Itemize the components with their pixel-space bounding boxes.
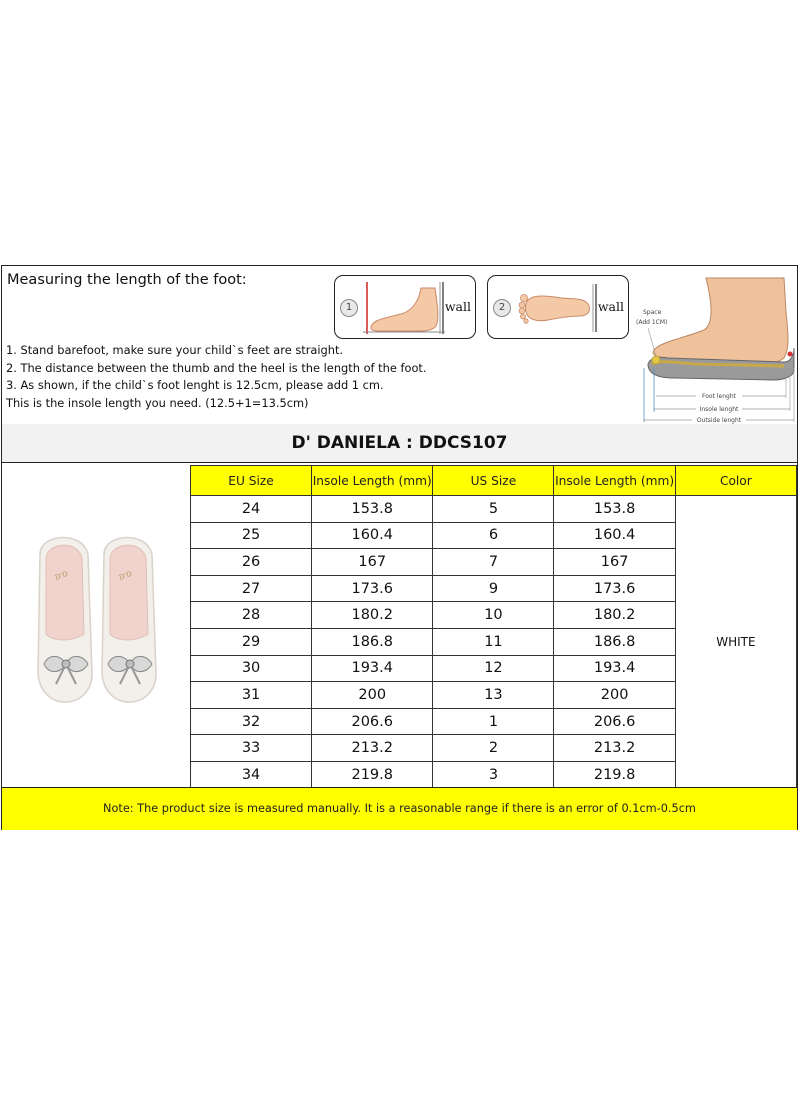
header-us-size: US Size bbox=[433, 466, 554, 496]
step-3: 3. As shown, if the child`s foot lenght is 12.5cm, please add 1 cm. bbox=[6, 378, 384, 393]
svg-text:D'D: D'D bbox=[53, 569, 70, 582]
size-chart-sheet bbox=[1, 265, 798, 830]
eu-size-cell: 26 bbox=[191, 549, 312, 576]
foot-top-icon bbox=[514, 280, 598, 336]
us-size-cell: 10 bbox=[433, 602, 554, 629]
color-cell: WHITE bbox=[675, 496, 796, 789]
us-size-cell: 11 bbox=[433, 628, 554, 655]
us-size-cell: 13 bbox=[433, 682, 554, 709]
insole-us-cell: 206.6 bbox=[554, 708, 675, 735]
eu-size-cell: 33 bbox=[191, 735, 312, 762]
eu-size-cell: 31 bbox=[191, 682, 312, 709]
insole-us-cell: 213.2 bbox=[554, 735, 675, 762]
table-row bbox=[191, 496, 797, 523]
size-table bbox=[190, 465, 797, 789]
foot-side-icon bbox=[361, 280, 445, 336]
eu-size-cell: 30 bbox=[191, 655, 312, 682]
insole-length-label: Insole lenght bbox=[699, 406, 739, 413]
us-size-cell: 9 bbox=[433, 575, 554, 602]
outside-length-label: Outside lenght bbox=[696, 417, 742, 424]
eu-size-cell: 34 bbox=[191, 761, 312, 788]
us-size-cell: 1 bbox=[433, 708, 554, 735]
table-header-row bbox=[191, 466, 797, 496]
insole-us-cell: 167 bbox=[554, 549, 675, 576]
foot-figure-side bbox=[334, 275, 476, 339]
insole-eu-cell: 160.4 bbox=[312, 522, 433, 549]
us-size-cell: 5 bbox=[433, 496, 554, 523]
foot-figure-top bbox=[487, 275, 629, 339]
space-label: Space bbox=[643, 309, 662, 316]
insole-eu-cell: 180.2 bbox=[312, 602, 433, 629]
measuring-steps bbox=[6, 342, 427, 412]
eu-size-cell: 24 bbox=[191, 496, 312, 523]
product-title: D' DANIELA : DDCS107 bbox=[291, 433, 508, 453]
insole-eu-cell: 173.6 bbox=[312, 575, 433, 602]
insole-us-cell: 153.8 bbox=[554, 496, 675, 523]
measurement-note: Note: The product size is measured manually. It is a reasonable range if there is an error of 0.1cm-0.5cm bbox=[2, 787, 797, 830]
insole-eu-cell: 200 bbox=[312, 682, 433, 709]
insole-us-cell: 186.8 bbox=[554, 628, 675, 655]
figure-number-1: 1 bbox=[340, 299, 358, 317]
figure-number-2: 2 bbox=[493, 299, 511, 317]
insole-us-cell: 193.4 bbox=[554, 655, 675, 682]
header-insole-length-eu: Insole Length (mm) bbox=[312, 466, 433, 496]
insole-eu-cell: 213.2 bbox=[312, 735, 433, 762]
shoe-photo bbox=[22, 524, 172, 724]
shoe-measurement-icon bbox=[634, 272, 799, 424]
eu-size-cell: 32 bbox=[191, 708, 312, 735]
insole-eu-cell: 186.8 bbox=[312, 628, 433, 655]
product-title-band bbox=[2, 424, 797, 463]
measuring-section bbox=[2, 266, 797, 425]
header-insole-length-us: Insole Length (mm) bbox=[554, 466, 675, 496]
us-size-cell: 12 bbox=[433, 655, 554, 682]
step-2: 2. The distance between the thumb and the heel is the length of the foot. bbox=[6, 360, 427, 375]
eu-size-cell: 27 bbox=[191, 575, 312, 602]
header-color: Color bbox=[675, 466, 796, 496]
header-eu-size: EU Size bbox=[191, 466, 312, 496]
insole-us-cell: 173.6 bbox=[554, 575, 675, 602]
step-1: 1. Stand barefoot, make sure your child`s feet are straight. bbox=[6, 343, 344, 357]
add-label: (Add 1CM) bbox=[636, 319, 668, 326]
size-table-wrap bbox=[190, 465, 797, 789]
insole-eu-cell: 193.4 bbox=[312, 655, 433, 682]
eu-size-cell: 29 bbox=[191, 628, 312, 655]
insole-eu-cell: 206.6 bbox=[312, 708, 433, 735]
eu-size-cell: 28 bbox=[191, 602, 312, 629]
insole-eu-cell: 167 bbox=[312, 549, 433, 576]
foot-length-label: Foot lenght bbox=[702, 393, 736, 400]
us-size-cell: 3 bbox=[433, 761, 554, 788]
insole-eu-cell: 153.8 bbox=[312, 496, 433, 523]
us-size-cell: 2 bbox=[433, 735, 554, 762]
insole-us-cell: 219.8 bbox=[554, 761, 675, 788]
measuring-title: Measuring the length of the foot: bbox=[7, 272, 247, 288]
insole-us-cell: 180.2 bbox=[554, 602, 675, 629]
eu-size-cell: 25 bbox=[191, 522, 312, 549]
step-4: This is the insole length you need. (12.5+1=13.5cm) bbox=[6, 395, 309, 410]
us-size-cell: 7 bbox=[433, 549, 554, 576]
svg-text:D'D: D'D bbox=[117, 569, 134, 582]
us-size-cell: 6 bbox=[433, 522, 554, 549]
insole-eu-cell: 219.8 bbox=[312, 761, 433, 788]
wall-label-1: wall bbox=[444, 299, 471, 314]
insole-us-cell: 160.4 bbox=[554, 522, 675, 549]
insole-us-cell: 200 bbox=[554, 682, 675, 709]
wall-label-2: wall bbox=[597, 299, 624, 314]
